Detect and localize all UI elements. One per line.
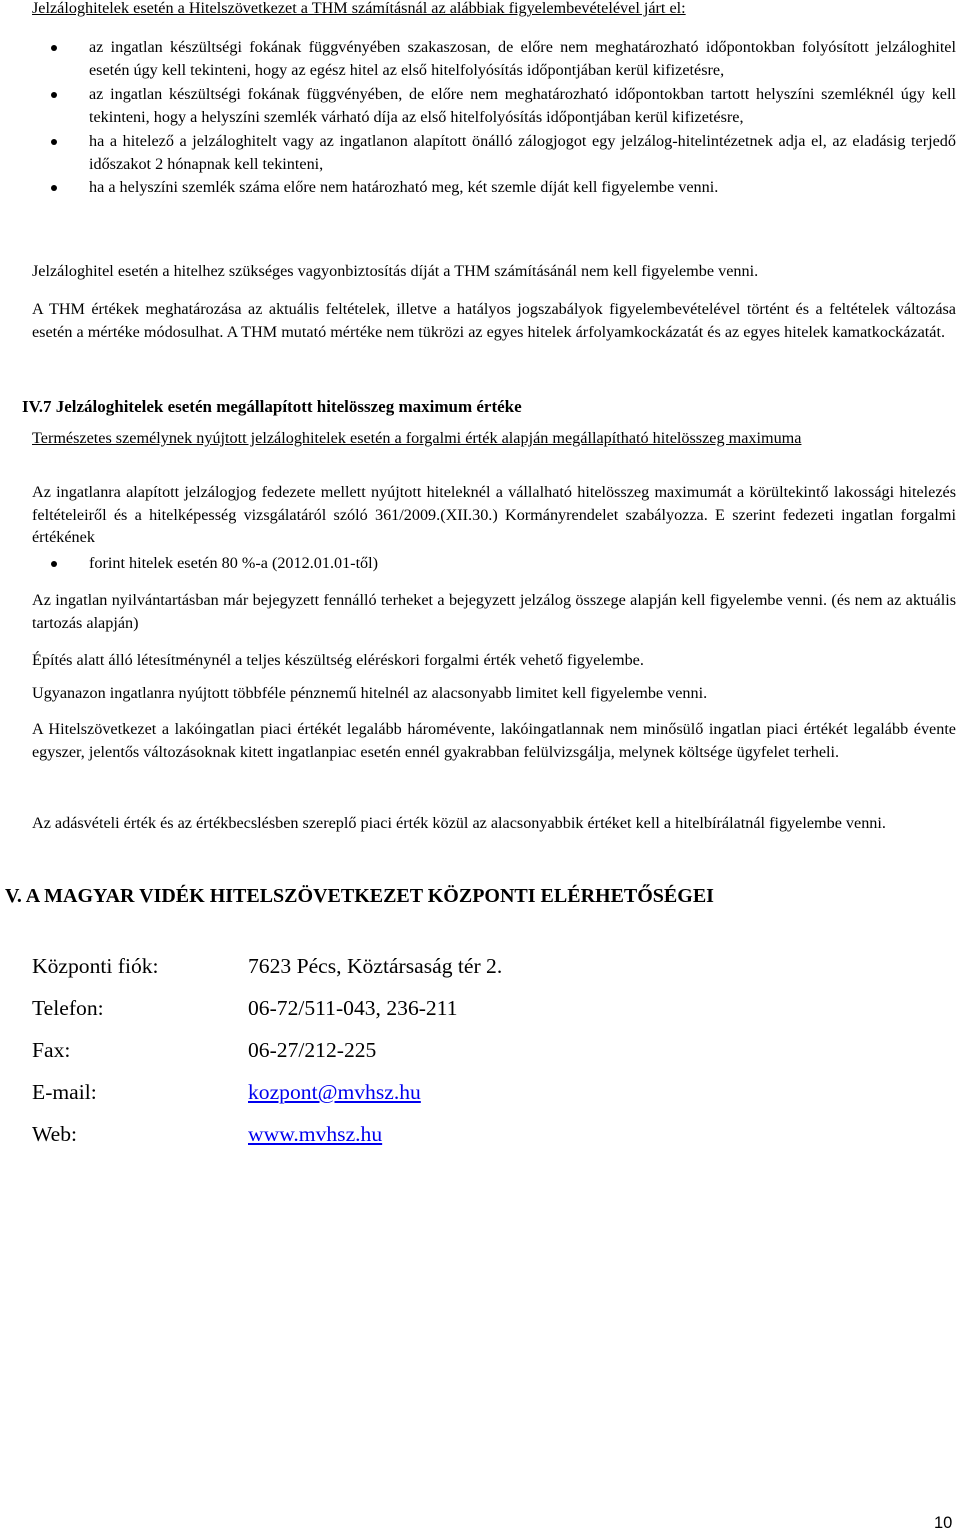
forint-bullet-list — [32, 552, 956, 575]
contact-value: 06-72/511-043, 236-211 — [248, 996, 458, 1020]
bullet-dot-icon — [51, 139, 57, 145]
list-item: ha a helyszíni szemlék száma előre nem határozható meg, két szemle díját kell figyelembe venni. — [32, 176, 956, 199]
burden-paragraph: Az ingatlan nyilvántartásban már bejegyzett fennálló terheket a bejegyzett jelzálog összege alapján kell figyelembe venni. (és nem az aktuális tartozás alapján) — [32, 591, 956, 632]
thm-paragraph: A THM értékek meghatározása az aktuális feltételek, illetve a hatályos jogszabályok figyelembevételével történt és a feltételek változása esetén a mértéke módosulhat. A THM mutató mértéke nem tükrözi az egyes hitelek árfolyamkockázatát és az egyes hitelek kamatkockázatát. — [32, 300, 956, 341]
email-link[interactable]: kozpont@mvhsz.hu — [248, 1080, 421, 1104]
construction-paragraph: Építés alatt álló létesítménynél a teljes készültség eléréskori forgalmi érték vehető figyelembe. — [32, 651, 644, 669]
web-link[interactable]: www.mvhsz.hu — [248, 1122, 383, 1146]
bullet-dot-icon — [51, 92, 57, 98]
contact-label: Központi fiók: — [32, 954, 159, 978]
contact-value: 06-27/212-225 — [248, 1038, 377, 1062]
section-v-heading — [5, 883, 929, 909]
list-item: az ingatlan készültségi fokának függvényében, de előre nem meghatározható időpontokban tartott helyszíni szemléknél úgy kell tekinteni, hogy a helyszíni szemlék várható díja az első hitelfolyósítás időpontjában kerül kifizetésre, — [32, 83, 956, 130]
currency-paragraph: Ugyanazon ingatlanra nyújtott többféle pénznemű hitelnél az alacsonyabb limitet kell figyelembe venni. — [32, 684, 708, 702]
contact-label: Telefon: — [32, 996, 104, 1020]
bullet-dot-icon — [51, 561, 57, 567]
list-item: forint hitelek esetén 80 %-a (2012.01.01-től) — [32, 552, 956, 575]
insurance-paragraph: Jelzáloghitel esetén a hitelhez szükséges vagyonbiztosítás díját a THM számításánál nem kell figyelembe venni. — [32, 262, 759, 280]
sale-value-paragraph: Az adásvételi érték és az értékbecslésben szereplő piaci érték közül az alacsonyabbik értéket kell a hitelbírálatnál figyelembe venni. — [32, 814, 886, 832]
bullet-list — [32, 36, 956, 200]
sub-heading: Természetes személynek nyújtott jelzáloghitelek esetén a forgalmi érték alapján megállapítható hitelösszeg maximuma — [32, 429, 802, 447]
decree-paragraph: Az ingatlanra alapított jelzálogjog fedezete mellett nyújtott hiteleknél a vállalható hitelösszeg maximumát a körültekintő lakossági hitelezés feltételeiről és a hitelképesség vizsgálatáról szóló 361/2009.(XII.30.) Kormányrendelet szabályozza. E szerint fedezeti ingatlan forgalmi értékének — [32, 483, 956, 547]
section-iv7-heading — [22, 396, 946, 418]
contact-value: 7623 Pécs, Köztársaság tér 2. — [248, 954, 503, 978]
intro-heading: Jelzáloghitelek esetén a Hitelszövetkezet a THM számításnál az alábbiak figyelembevételével járt el: — [32, 0, 686, 17]
section-number: V. — [5, 885, 22, 907]
list-item: ha a hitelező a jelzáloghitelt vagy az ingatlanon alapított önálló zálogjogot egy jelzálog-hitelintézetnek adja el, az eladásig terjedő időszakot 2 hónapnak kell tekinteni, — [32, 130, 956, 177]
section-title: A MAGYAR VIDÉK HITELSZÖVETKEZET KÖZPONTI ELÉRHETŐSÉGEI — [25, 885, 714, 907]
section-title: Jelzáloghitelek esetén megállapított hitelösszeg maximum értéke — [55, 397, 522, 416]
bullet-dot-icon — [51, 185, 57, 191]
contact-label: Fax: — [32, 1038, 71, 1062]
list-item: az ingatlan készültségi fokának függvényében szakaszosan, de előre nem meghatározható időpontokban folyósított jelzáloghitel esetén úgy kell tekinteni, hogy az egész hitel az első hitelfolyósítás időpontjában kerül kifizetésre, — [32, 36, 956, 83]
bullet-dot-icon — [51, 45, 57, 51]
review-paragraph: A Hitelszövetkezet a lakóingatlan piaci értékét legalább háromévente, lakóingatlannak nem minősülő ingatlan piaci értékét legalább évente egyszer, jelentős változásoknak kitett ingatlanpiac esetén ennél gyakrabban felülvizsgálja, melynek költsége ügyfelet terheli. — [32, 720, 956, 761]
contact-label: Web: — [32, 1122, 78, 1146]
contact-label: E-mail: — [32, 1080, 97, 1104]
section-number: IV.7 — [22, 397, 52, 416]
page-number: 10 — [934, 1514, 953, 1532]
